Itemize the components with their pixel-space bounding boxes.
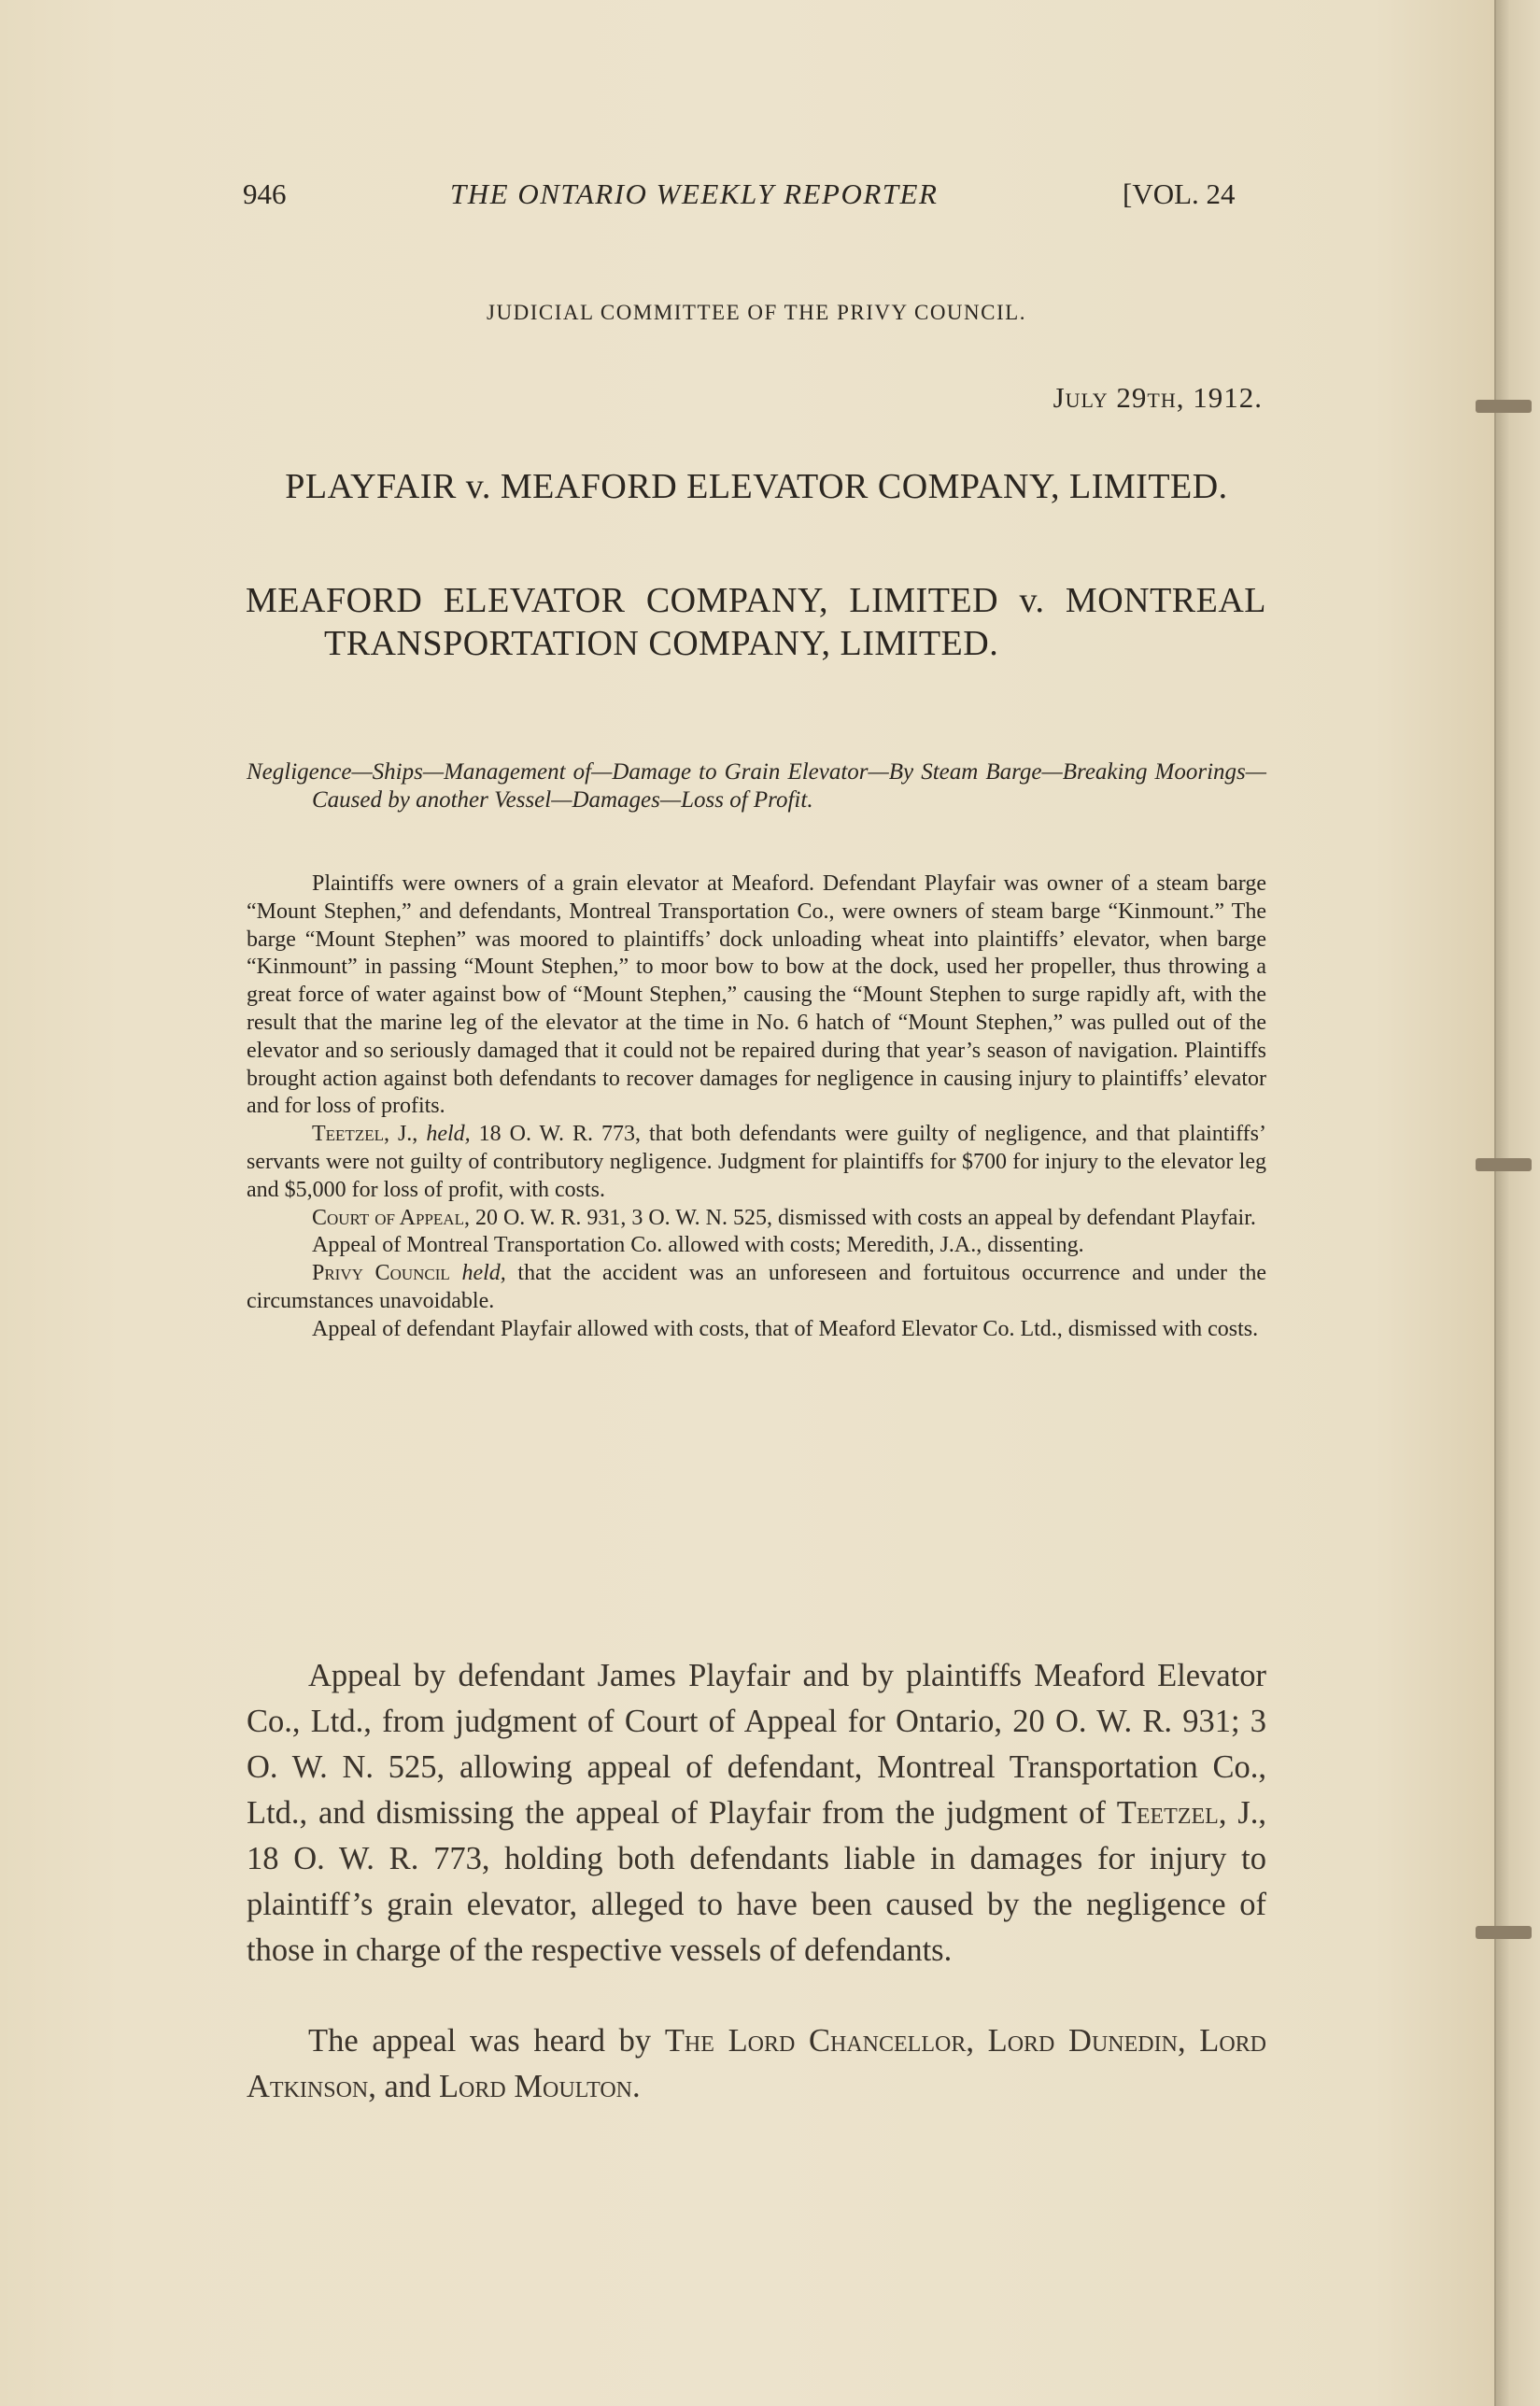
binding-tab: [1476, 1158, 1532, 1171]
para2-and: and: [384, 2069, 431, 2104]
page-number: 946: [243, 177, 287, 210]
journal-title: THE ONTARIO WEEKLY REPORTER: [450, 177, 939, 210]
case-title-first: PLAYFAIR v. MEAFORD ELEVATOR COMPANY, LIMITED.: [285, 467, 1228, 506]
appeal-court: Court of Appeal,: [312, 1205, 470, 1230]
trial-judge: Teetzel, J.,: [312, 1122, 418, 1147]
headnote-appeal-mtc: Appeal of Montreal Transportation Co. allowed with costs; Meredith, J.A., dissenting.: [312, 1233, 1084, 1258]
privy-council-label: Privy Council: [312, 1261, 450, 1286]
body-paragraph-1: [247, 1653, 1266, 1974]
privy-text: that the accident was an unforeseen and fortuitous occurrence and under the circumstances unavoidable.: [247, 1261, 1266, 1313]
para2-start: The appeal was heard by: [308, 2023, 652, 2059]
para1-judge: Teetzel: [1116, 1795, 1219, 1831]
headnote-appeal: [247, 1205, 1266, 1233]
body-paragraph-2: [247, 2018, 1266, 2110]
headnote-privy-council: [247, 1260, 1266, 1316]
volume-label: [VOL. 24: [1123, 177, 1236, 210]
para1-end: , J., 18 O. W. R. 773, holding both defendants liable in damages for injury to plaintiff’s grain elevator, alleged to have been caused by the negligence of those in charge of the respective vessels of defendants.: [247, 1795, 1267, 1968]
para2-last: Lord Moulton.: [438, 2069, 641, 2104]
judgment-body: [247, 1653, 1266, 2110]
binding-tab: [1476, 1926, 1532, 1939]
privy-held: held,: [461, 1261, 506, 1286]
catchwords: Negligence—Ships—Management of—Damage to Grain Elevator—By Steam Barge—Breaking Moorings—Caused by another Vessel—Damages—Loss of Profit.: [247, 759, 1266, 813]
headnote-result: Appeal of defendant Playfair allowed with costs, that of Meaford Elevator Co. Ltd., dismissed with costs.: [312, 1316, 1259, 1341]
running-head: [243, 177, 1270, 224]
headnote-facts: Plaintiffs were owners of a grain elevator at Meaford. Defendant Playfair was owner of a steam barge “Mount Stephen,” and defendants, Montreal Transportation Co., were owners of steam barge “Kinmount.” The barge “Mount Stephen” was moored to plaintiffs’ dock unloading wheat into plaintiffs’ elevator, when barge “Kinmount” in passing “Mount Stephen,” to moor bow to bow at the dock, used her propeller, thus throwing a great force of water against bow of “Mount Stephen,” causing the “Mount Stephen to surge rapidly aft, with the result that the marine leg of the elevator at the time in No. 6 hatch of “Mount Stephen,” was pulled out of the elevator and so seriously damaged that it could not be repaired during that year’s season of navigation. Plaintiffs brought action against both defendants to recover damages for negligence in causing injury to plaintiffs’ elevator and for loss of profits.: [247, 871, 1266, 1119]
appeal-text: 20 O. W. R. 931, 3 O. W. N. 525, dismissed with costs an appeal by defendant Playfair.: [474, 1205, 1256, 1230]
court-heading: JUDICIAL COMMITTEE OF THE PRIVY COUNCIL.: [487, 301, 1026, 324]
headnote-trial: [247, 1121, 1266, 1204]
para2-judges: The Lord Chancellor, Lord Dunedin, Lord Atkinson,: [247, 2023, 1266, 2104]
trial-text: 18 O. W. R. 773, that both defendants were guilty of negligence, and that plaintiffs’ servants were not guilty of contributory negligence. Judgment for plaintiffs for $700 for injury to the elevator leg and $5,000 for loss of profit, with costs.: [247, 1122, 1267, 1202]
binding-tab: [1476, 400, 1532, 413]
para1-start: Appeal by defendant James Playfair and by plaintiffs Meaford Elevator Co., Ltd., from judgment of Court of Appeal for Ontario, 20 O. W. R. 931; 3 O. W. N. 525, allowing appeal of defendant, Montreal Transportation Co., Ltd., and dismissing the appeal of Playfair from the judgment of: [247, 1658, 1266, 1831]
page-edge: [1494, 0, 1540, 2406]
decision-date: July 29th, 1912.: [1053, 381, 1263, 414]
trial-held: held,: [426, 1122, 471, 1147]
case-title-second: MEAFORD ELEVATOR COMPANY, LIMITED v. MONTREAL TRANSPORTATION COMPANY, LIMITED.: [246, 581, 1266, 663]
headnote: [247, 870, 1266, 1344]
